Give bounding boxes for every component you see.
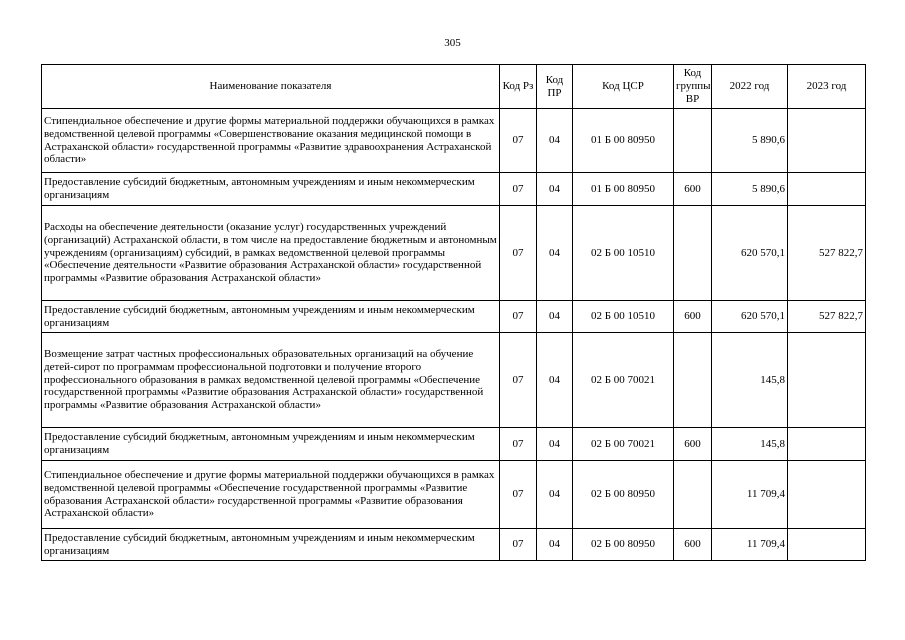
row-rz: 07 [500,529,537,561]
row-2022: 5 890,6 [712,173,788,206]
table-row [42,206,866,301]
row-2022: 620 570,1 [712,301,788,333]
row-2023 [788,333,866,428]
budget-table [41,64,866,561]
row-csr: 02 Б 00 70021 [573,428,674,461]
table-row [42,173,866,206]
row-2023 [788,461,866,529]
row-csr: 02 Б 00 10510 [573,206,674,301]
row-vr: 600 [674,428,712,461]
row-2022: 11 709,4 [712,529,788,561]
row-2022: 11 709,4 [712,461,788,529]
row-pr: 04 [537,301,573,333]
row-vr [674,206,712,301]
row-pr: 04 [537,206,573,301]
row-pr: 04 [537,333,573,428]
row-rz: 07 [500,109,537,173]
row-rz: 07 [500,428,537,461]
header-vr: Код группы ВР [674,65,712,109]
row-csr: 02 Б 00 80950 [573,529,674,561]
header-csr: Код ЦСР [573,65,674,109]
row-name: Расходы на обеспечение деятельности (оказание услуг) государственных учреждений (организаций) Астраханской области, в том числе на предоставление бюджетным и автономным учреждениям (организациям) субсидий, в рамках ведомственной целевой программы «Обеспечение деятельности «Развитие образования Астраханской области» государственной программы «Развитие образования Астраханской области» [42,206,500,301]
row-rz: 07 [500,206,537,301]
row-pr: 04 [537,173,573,206]
row-pr: 04 [537,461,573,529]
table-row [42,301,866,333]
header-rz: Код Рз [500,65,537,109]
row-2022: 145,8 [712,333,788,428]
row-name: Возмещение затрат частных профессиональных образовательных организаций на обучение детей-сирот по программам профессиональной подготовки и получение второго профессионального образования в рамках ведомственной целевой программы «Обеспечение государственной программы «Развитие образования Астраханской области» государственной программы «Развитие образования Астраханской области» [42,333,500,428]
table-row [42,461,866,529]
row-csr: 02 Б 00 10510 [573,301,674,333]
row-pr: 04 [537,428,573,461]
table-header-row [42,65,866,109]
row-2023: 527 822,7 [788,301,866,333]
row-name: Стипендиальное обеспечение и другие формы материальной поддержки обучающихся в рамках ведомственной целевой программы «Обеспечение государственной программы «Развитие образования Астраханской области» государственной программы «Развитие образования Астраханской области» [42,461,500,529]
row-2023 [788,173,866,206]
header-2022: 2022 год [712,65,788,109]
row-vr: 600 [674,529,712,561]
header-name: Наименование показателя [42,65,500,109]
row-2023 [788,428,866,461]
table-row [42,109,866,173]
row-rz: 07 [500,461,537,529]
row-2022: 145,8 [712,428,788,461]
table-row [42,529,866,561]
row-2023 [788,109,866,173]
row-name: Предоставление субсидий бюджетным, автономным учреждениям и иным некоммерческим организациям [42,301,500,333]
row-vr: 600 [674,301,712,333]
row-vr: 600 [674,173,712,206]
page-number: 305 [444,37,461,49]
row-pr: 04 [537,109,573,173]
row-name: Предоставление субсидий бюджетным, автономным учреждениям и иным некоммерческим организациям [42,173,500,206]
row-rz: 07 [500,173,537,206]
header-pr: Код ПР [537,65,573,109]
table-row [42,333,866,428]
row-rz: 07 [500,333,537,428]
row-2023: 527 822,7 [788,206,866,301]
row-vr [674,109,712,173]
row-2022: 5 890,6 [712,109,788,173]
row-csr: 02 Б 00 70021 [573,333,674,428]
row-name: Стипендиальное обеспечение и другие формы материальной поддержки обучающихся в рамках ведомственной целевой программы «Совершенствование оказания медицинской помощи в Астраханской области» государственной программы «Развитие здравоохранения Астраханской области» [42,109,500,173]
row-vr [674,461,712,529]
row-pr: 04 [537,529,573,561]
table-row [42,428,866,461]
row-rz: 07 [500,301,537,333]
header-2023: 2023 год [788,65,866,109]
row-2022: 620 570,1 [712,206,788,301]
row-name: Предоставление субсидий бюджетным, автономным учреждениям и иным некоммерческим организациям [42,428,500,461]
row-csr: 01 Б 00 80950 [573,109,674,173]
row-vr [674,333,712,428]
row-csr: 02 Б 00 80950 [573,461,674,529]
row-csr: 01 Б 00 80950 [573,173,674,206]
row-name: Предоставление субсидий бюджетным, автономным учреждениям и иным некоммерческим организациям [42,529,500,561]
row-2023 [788,529,866,561]
